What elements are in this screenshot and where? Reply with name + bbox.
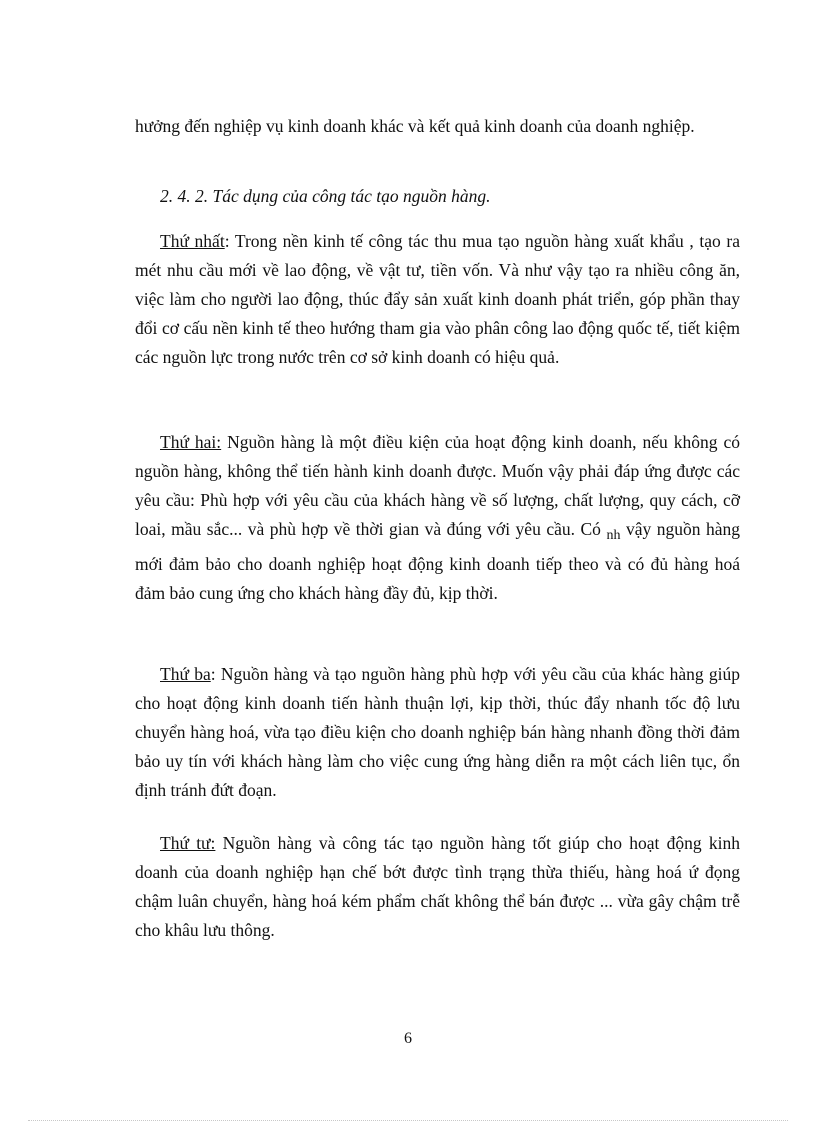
section-heading: 2. 4. 2. Tác dụng của công tác tạo nguồn hàng. bbox=[160, 186, 491, 206]
page-number: 6 bbox=[404, 1030, 412, 1047]
paragraph-thu-hai bbox=[135, 428, 740, 608]
paragraph-thu-tu bbox=[135, 829, 740, 945]
paragraph-label: Thứ nhất bbox=[160, 231, 225, 251]
paragraph-label: Thứ ba bbox=[160, 664, 211, 684]
continuation-paragraph: hưởng đến nghiệp vụ kinh doanh khác và kết quả kinh doanh của doanh nghiệp. bbox=[135, 116, 695, 136]
paragraph-text: Nguồn hàng là một điều kiện của hoạt động kinh doanh, nếu không có nguồn hàng, không thể tiến hành kinh doanh được. Muốn vậy phải đáp ứng được các yêu cầu: Phù hợp với yêu cầu của khách hàng về số lượng, chất lượng, quy cách, cỡ loai, mầu sắc... và phù hợp về thời gian và đúng với yêu cầu. Có bbox=[135, 432, 740, 539]
paragraph-label: Thứ tư: bbox=[160, 833, 216, 853]
inline-fragment: nh bbox=[606, 528, 621, 543]
page-bottom-divider bbox=[28, 1120, 788, 1121]
label-separator: : bbox=[224, 231, 230, 251]
label-separator: : bbox=[210, 664, 216, 684]
paragraph-thu-ba bbox=[135, 660, 740, 805]
paragraph-text-continued: vậy nguồn hàng mới đảm bảo cho doanh nghiệp hoạt động kinh doanh tiếp theo và có đủ hàng hoá đảm bảo cung ứng cho khách hàng đầy đủ, kịp thời. bbox=[135, 519, 740, 603]
paragraph-label: Thứ hai: bbox=[160, 432, 222, 452]
paragraph-thu-nhat bbox=[135, 227, 740, 372]
paragraph-text: Nguồn hàng và công tác tạo nguồn hàng tốt giúp cho hoạt động kinh doanh của doanh nghiệp hạn chế bớt được tình trạng thừa thiếu, hàng hoá ứ đọng chậm luân chuyển, hàng hoá kém phẩm chất không thể bán được ... vừa gây chậm trễ cho khâu lưu thông. bbox=[135, 833, 740, 940]
paragraph-text: Trong nền kinh tế công tác thu mua tạo nguồn hàng xuất khẩu , tạo ra mét nhu cầu mới về lao động, về vật tư, tiền vốn. Và như vậy tạo ra nhiều công ăn, việc làm cho người lao động, thúc đẩy sản xuất kinh doanh phát triển, góp phần thay đổi cơ cấu nền kinh tế theo hướng tham gia vào phân công lao động quốc tế, tiết kiệm các nguồn lực trong nước trên cơ sở kinh doanh có hiệu quả. bbox=[135, 231, 740, 367]
paragraph-text: Nguồn hàng và tạo nguồn hàng phù hợp với yêu cầu của khác hàng giúp cho hoạt động kinh doanh tiến hành thuận lợi, kịp thời, thúc đẩy nhanh tốc độ lưu chuyển hàng hoá, vừa tạo điều kiện cho doanh nghiệp bán hàng nhanh đồng thời đảm bảo uy tín với khách hàng làm cho việc cung ứng hàng diễn ra một cách liên tục, ổn định tránh đứt đoạn. bbox=[135, 664, 740, 800]
